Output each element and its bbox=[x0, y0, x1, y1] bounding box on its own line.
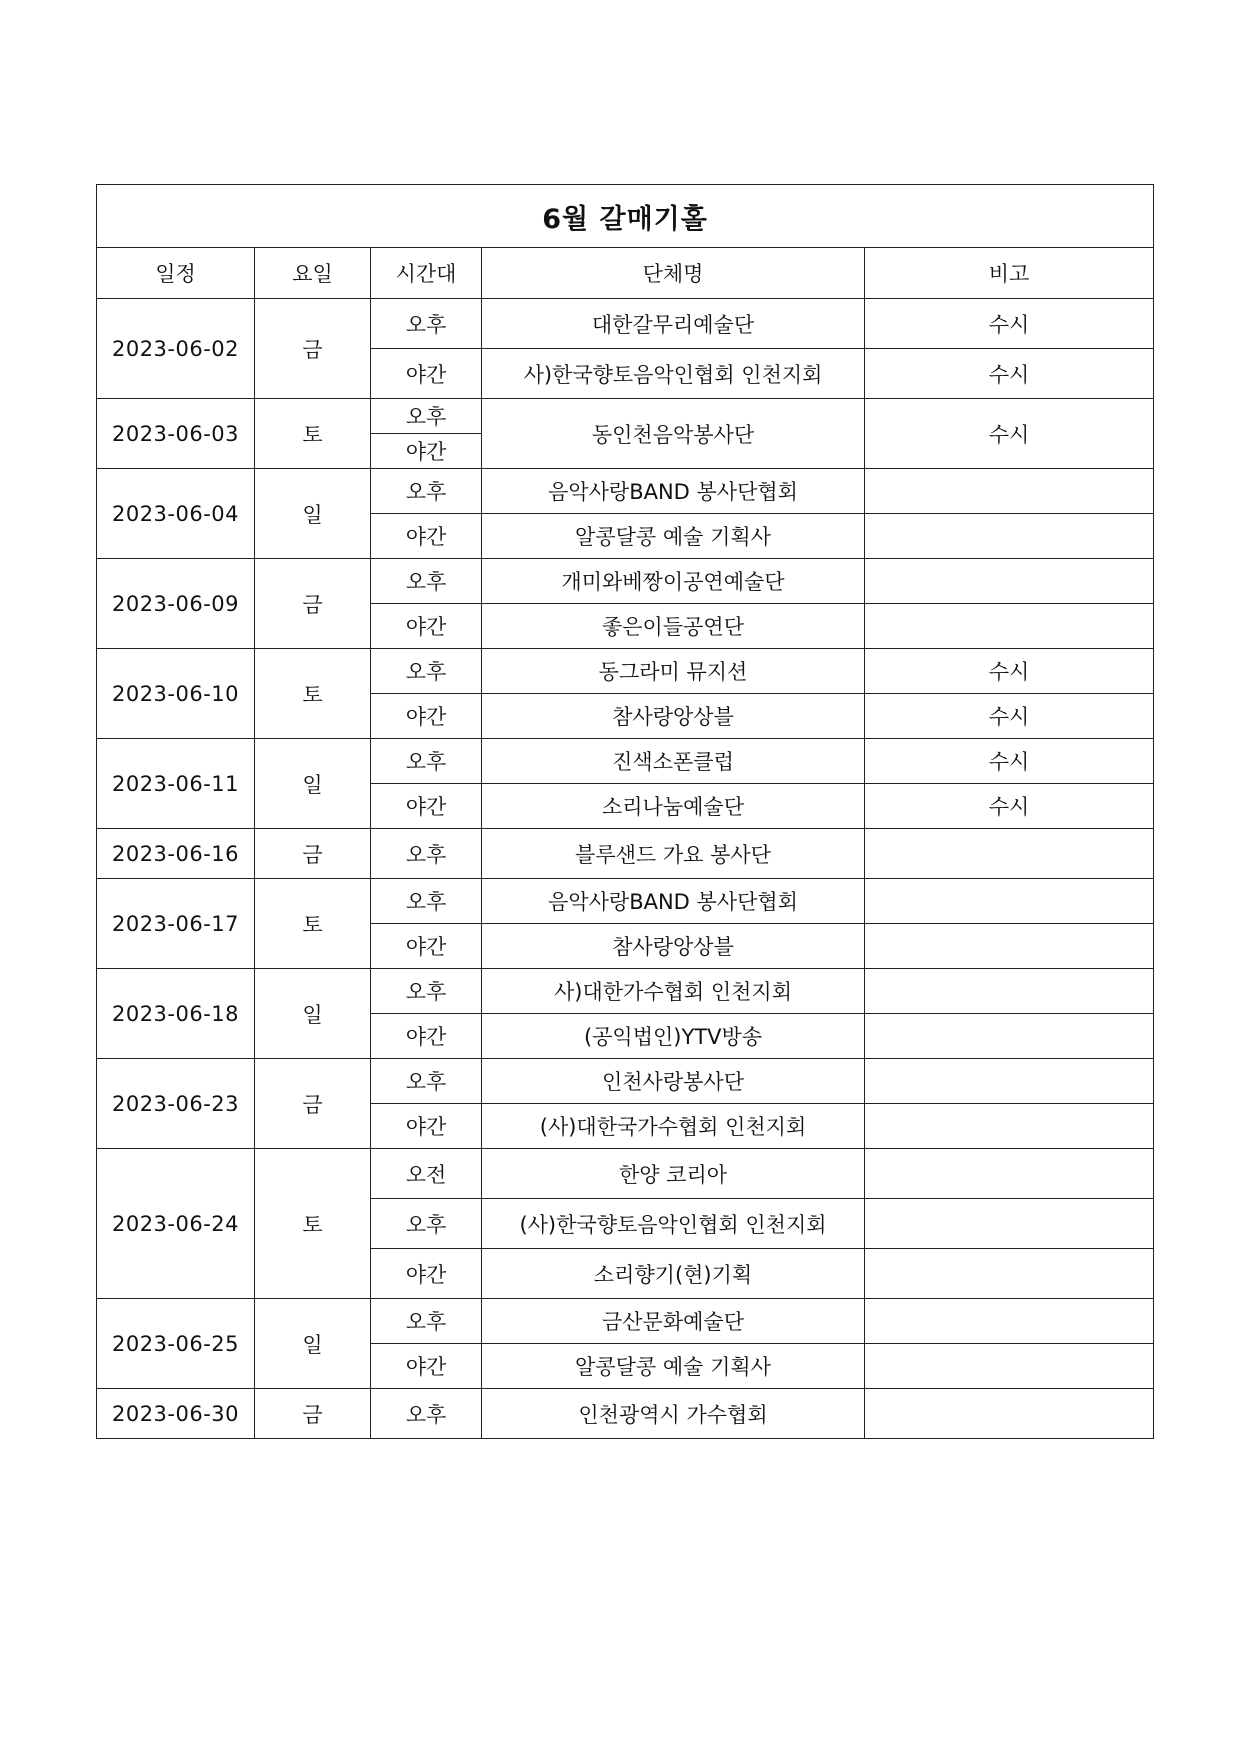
group-cell: 대한갈무리예술단 bbox=[482, 299, 865, 349]
table-row bbox=[97, 1389, 1154, 1439]
note-cell: 수시 bbox=[865, 299, 1154, 349]
group-cell: 인천사랑봉사단 bbox=[482, 1059, 865, 1104]
note-cell bbox=[865, 1249, 1154, 1299]
day-cell: 일 bbox=[255, 469, 371, 559]
time-cell: 오후 bbox=[371, 559, 482, 604]
schedule-table bbox=[96, 184, 1154, 1439]
note-cell bbox=[865, 924, 1154, 969]
date-cell: 2023-06-16 bbox=[97, 829, 255, 879]
group-cell: 참사랑앙상블 bbox=[482, 924, 865, 969]
time-cell: 오후 bbox=[371, 1199, 482, 1249]
day-cell: 토 bbox=[255, 649, 371, 739]
date-cell: 2023-06-09 bbox=[97, 559, 255, 649]
note-cell bbox=[865, 1014, 1154, 1059]
group-cell: (사)한국향토음악인협회 인천지회 bbox=[482, 1199, 865, 1249]
note-cell: 수시 bbox=[865, 784, 1154, 829]
note-cell bbox=[865, 1344, 1154, 1389]
table-row bbox=[97, 829, 1154, 879]
time-cell: 오후 bbox=[371, 649, 482, 694]
header-note: 비고 bbox=[865, 248, 1154, 299]
time-cell: 야간 bbox=[371, 694, 482, 739]
table-row bbox=[97, 649, 1154, 694]
day-cell: 일 bbox=[255, 969, 371, 1059]
day-cell: 일 bbox=[255, 739, 371, 829]
time-cell: 야간 bbox=[371, 604, 482, 649]
group-cell: 사)한국향토음악인협회 인천지회 bbox=[482, 349, 865, 399]
note-cell bbox=[865, 1104, 1154, 1149]
table-row bbox=[97, 969, 1154, 1014]
time-cell: 오후 bbox=[371, 1059, 482, 1104]
header-group: 단체명 bbox=[482, 248, 865, 299]
time-cell: 야간 bbox=[371, 434, 482, 469]
group-cell: 소리향기(현)기획 bbox=[482, 1249, 865, 1299]
day-cell: 일 bbox=[255, 1299, 371, 1389]
group-cell: 진색소폰클럽 bbox=[482, 739, 865, 784]
day-cell: 토 bbox=[255, 879, 371, 969]
time-cell: 야간 bbox=[371, 1249, 482, 1299]
day-cell: 금 bbox=[255, 829, 371, 879]
day-cell: 금 bbox=[255, 299, 371, 399]
note-cell bbox=[865, 1389, 1154, 1439]
note-cell bbox=[865, 514, 1154, 559]
group-cell: 한양 코리아 bbox=[482, 1149, 865, 1199]
table-row bbox=[97, 1059, 1154, 1104]
group-cell: 알콩달콩 예술 기획사 bbox=[482, 1344, 865, 1389]
time-cell: 오후 bbox=[371, 879, 482, 924]
table-row bbox=[97, 299, 1154, 349]
day-cell: 토 bbox=[255, 399, 371, 469]
table-row bbox=[97, 879, 1154, 924]
date-cell: 2023-06-17 bbox=[97, 879, 255, 969]
group-cell: 음악사랑BAND 봉사단협회 bbox=[482, 879, 865, 924]
table-row bbox=[97, 399, 1154, 434]
table-row bbox=[97, 559, 1154, 604]
group-cell: 좋은이들공연단 bbox=[482, 604, 865, 649]
group-cell: 블루샌드 가요 봉사단 bbox=[482, 829, 865, 879]
day-cell: 금 bbox=[255, 559, 371, 649]
group-cell: 음악사랑BAND 봉사단협회 bbox=[482, 469, 865, 514]
note-cell: 수시 bbox=[865, 739, 1154, 784]
note-cell bbox=[865, 604, 1154, 649]
table-row bbox=[97, 469, 1154, 514]
day-cell: 금 bbox=[255, 1059, 371, 1149]
note-cell bbox=[865, 1149, 1154, 1199]
time-cell: 오후 bbox=[371, 299, 482, 349]
header-day: 요일 bbox=[255, 248, 371, 299]
date-cell: 2023-06-18 bbox=[97, 969, 255, 1059]
group-cell: 금산문화예술단 bbox=[482, 1299, 865, 1344]
time-cell: 오후 bbox=[371, 1299, 482, 1344]
time-cell: 오후 bbox=[371, 739, 482, 784]
date-cell: 2023-06-11 bbox=[97, 739, 255, 829]
note-cell bbox=[865, 969, 1154, 1014]
table-row bbox=[97, 739, 1154, 784]
header-date: 일정 bbox=[97, 248, 255, 299]
date-cell: 2023-06-04 bbox=[97, 469, 255, 559]
group-cell: 알콩달콩 예술 기획사 bbox=[482, 514, 865, 559]
note-cell bbox=[865, 879, 1154, 924]
table-row bbox=[97, 1149, 1154, 1199]
note-cell bbox=[865, 1059, 1154, 1104]
note-cell: 수시 bbox=[865, 694, 1154, 739]
note-cell: 수시 bbox=[865, 649, 1154, 694]
date-cell: 2023-06-03 bbox=[97, 399, 255, 469]
group-cell: (사)대한국가수협회 인천지회 bbox=[482, 1104, 865, 1149]
table-row bbox=[97, 1299, 1154, 1344]
note-cell bbox=[865, 829, 1154, 879]
time-cell: 오후 bbox=[371, 829, 482, 879]
note-cell bbox=[865, 1199, 1154, 1249]
header-time: 시간대 bbox=[371, 248, 482, 299]
group-cell: 사)대한가수협회 인천지회 bbox=[482, 969, 865, 1014]
group-cell: 인천광역시 가수협회 bbox=[482, 1389, 865, 1439]
time-cell: 야간 bbox=[371, 1014, 482, 1059]
time-cell: 오후 bbox=[371, 969, 482, 1014]
note-cell: 수시 bbox=[865, 349, 1154, 399]
title-row bbox=[97, 185, 1154, 248]
time-cell: 야간 bbox=[371, 349, 482, 399]
date-cell: 2023-06-24 bbox=[97, 1149, 255, 1299]
note-cell bbox=[865, 559, 1154, 604]
date-cell: 2023-06-23 bbox=[97, 1059, 255, 1149]
time-cell: 오후 bbox=[371, 469, 482, 514]
group-cell: 동인천음악봉사단 bbox=[482, 399, 865, 469]
date-cell: 2023-06-30 bbox=[97, 1389, 255, 1439]
schedule-body bbox=[97, 299, 1154, 1439]
header-row bbox=[97, 248, 1154, 299]
time-cell: 야간 bbox=[371, 924, 482, 969]
time-cell: 오후 bbox=[371, 1389, 482, 1439]
group-cell: 참사랑앙상블 bbox=[482, 694, 865, 739]
note-cell bbox=[865, 1299, 1154, 1344]
group-cell: (공익법인)YTV방송 bbox=[482, 1014, 865, 1059]
time-cell: 야간 bbox=[371, 1104, 482, 1149]
time-cell: 야간 bbox=[371, 784, 482, 829]
date-cell: 2023-06-02 bbox=[97, 299, 255, 399]
day-cell: 금 bbox=[255, 1389, 371, 1439]
date-cell: 2023-06-10 bbox=[97, 649, 255, 739]
group-cell: 동그라미 뮤지션 bbox=[482, 649, 865, 694]
table-title: 6월 갈매기홀 bbox=[97, 185, 1154, 248]
note-cell bbox=[865, 469, 1154, 514]
time-cell: 오전 bbox=[371, 1149, 482, 1199]
note-cell: 수시 bbox=[865, 399, 1154, 469]
group-cell: 개미와베짱이공연예술단 bbox=[482, 559, 865, 604]
group-cell: 소리나눔예술단 bbox=[482, 784, 865, 829]
time-cell: 야간 bbox=[371, 1344, 482, 1389]
time-cell: 야간 bbox=[371, 514, 482, 559]
date-cell: 2023-06-25 bbox=[97, 1299, 255, 1389]
time-cell: 오후 bbox=[371, 399, 482, 434]
day-cell: 토 bbox=[255, 1149, 371, 1299]
